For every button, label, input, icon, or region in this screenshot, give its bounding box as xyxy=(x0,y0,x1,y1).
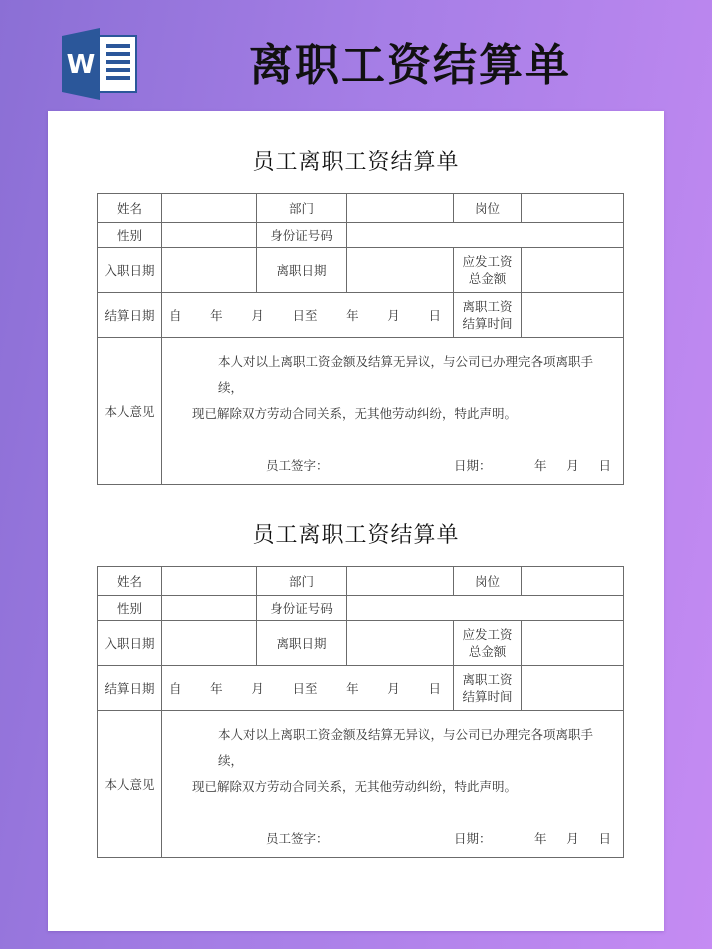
signature-field[interactable]: 员工签字： xyxy=(266,457,329,473)
leave-date-field[interactable] xyxy=(347,248,454,293)
department-field[interactable] xyxy=(347,194,454,223)
label-settle-time xyxy=(454,293,522,338)
label-settle-date: 结算日期 xyxy=(98,666,162,711)
label-settle-time xyxy=(454,666,522,711)
name-field[interactable] xyxy=(162,567,257,596)
period-month: 月 xyxy=(387,680,400,696)
statement xyxy=(192,722,611,800)
statement-line1: 本人对以上离职工资金额及结算无异议，与公司已办理完各项离职手续， xyxy=(218,353,594,395)
word-icon xyxy=(62,28,140,100)
settle-time-field[interactable] xyxy=(522,666,624,711)
statement-line2: 现已解除双方劳动合同关系，无其他劳动纠纷，特此声明。 xyxy=(192,778,518,794)
label-id-number: 身份证号码 xyxy=(257,223,347,248)
form-title: 员工离职工资结算单 xyxy=(252,150,460,175)
sign-day: 日 xyxy=(598,457,611,473)
period-day-to: 日至 xyxy=(292,307,318,323)
label-settle-date: 结算日期 xyxy=(98,293,162,338)
form-title: 员工离职工资结算单 xyxy=(252,523,460,548)
label-gender: 性别 xyxy=(98,596,162,621)
sign-date-label: 日期： xyxy=(454,457,492,473)
gross-pay-field[interactable] xyxy=(522,621,624,666)
period-month: 月 xyxy=(251,680,264,696)
label-opinion: 本人意见 xyxy=(98,338,162,485)
statement-line1: 本人对以上离职工资金额及结算无异议，与公司已办理完各项离职手续， xyxy=(218,726,594,768)
opinion-cell xyxy=(162,338,624,485)
label-leave-date: 离职日期 xyxy=(257,248,347,293)
period-from: 自 xyxy=(169,680,182,696)
label-gross-pay-line2: 总金额 xyxy=(468,271,507,286)
sign-date-label: 日期： xyxy=(454,830,492,846)
settle-period-field[interactable] xyxy=(162,666,454,711)
period-year: 年 xyxy=(346,307,359,323)
svg-text:W: W xyxy=(66,50,96,80)
hire-date-field[interactable] xyxy=(162,248,257,293)
position-field[interactable] xyxy=(522,567,624,596)
label-gross-pay-line2: 总金额 xyxy=(468,644,507,659)
period-month: 月 xyxy=(251,307,264,323)
gender-field[interactable] xyxy=(162,223,257,248)
label-gross-pay xyxy=(454,248,522,293)
label-hire-date: 入职日期 xyxy=(98,248,162,293)
label-settle-time-line2: 结算时间 xyxy=(462,316,513,331)
label-id-number: 身份证号码 xyxy=(257,596,347,621)
period-day: 日 xyxy=(428,680,441,696)
gross-pay-field[interactable] xyxy=(522,248,624,293)
settlement-form xyxy=(97,566,624,858)
sign-month: 月 xyxy=(566,830,579,846)
header-title: 离职工资结算单 xyxy=(249,40,571,91)
department-field[interactable] xyxy=(347,567,454,596)
label-position: 岗位 xyxy=(454,194,522,223)
label-gross-pay-line1: 应发工资 xyxy=(462,254,513,269)
gender-field[interactable] xyxy=(162,596,257,621)
label-gross-pay xyxy=(454,621,522,666)
label-position: 岗位 xyxy=(454,567,522,596)
period-month: 月 xyxy=(387,307,400,323)
settlement-form xyxy=(97,193,624,485)
label-settle-time-line2: 结算时间 xyxy=(462,689,513,704)
period-day: 日 xyxy=(428,307,441,323)
label-name: 姓名 xyxy=(98,567,162,596)
sign-date-field[interactable] xyxy=(534,457,611,474)
id-number-field[interactable] xyxy=(347,596,624,621)
document-page xyxy=(48,111,664,931)
position-field[interactable] xyxy=(522,194,624,223)
label-opinion: 本人意见 xyxy=(98,711,162,858)
sign-month: 月 xyxy=(566,457,579,473)
statement xyxy=(192,349,611,427)
sign-date-field[interactable] xyxy=(534,830,611,847)
label-gender: 性别 xyxy=(98,223,162,248)
opinion-cell xyxy=(162,711,624,858)
label-name: 姓名 xyxy=(98,194,162,223)
period-year: 年 xyxy=(210,680,223,696)
signature-field[interactable]: 员工签字： xyxy=(266,830,329,846)
period-year: 年 xyxy=(210,307,223,323)
label-gross-pay-line1: 应发工资 xyxy=(462,627,513,642)
label-settle-time-line1: 离职工资 xyxy=(462,299,513,314)
hire-date-field[interactable] xyxy=(162,621,257,666)
id-number-field[interactable] xyxy=(347,223,624,248)
settle-period-field[interactable] xyxy=(162,293,454,338)
period-day-to: 日至 xyxy=(292,680,318,696)
label-hire-date: 入职日期 xyxy=(98,621,162,666)
label-leave-date: 离职日期 xyxy=(257,621,347,666)
statement-line2: 现已解除双方劳动合同关系，无其他劳动纠纷，特此声明。 xyxy=(192,405,518,421)
name-field[interactable] xyxy=(162,194,257,223)
leave-date-field[interactable] xyxy=(347,621,454,666)
sign-year: 年 xyxy=(534,830,547,846)
sign-day: 日 xyxy=(598,830,611,846)
sign-year: 年 xyxy=(534,457,547,473)
label-department: 部门 xyxy=(257,567,347,596)
period-year: 年 xyxy=(346,680,359,696)
label-department: 部门 xyxy=(257,194,347,223)
period-from: 自 xyxy=(169,307,182,323)
settle-time-field[interactable] xyxy=(522,293,624,338)
label-settle-time-line1: 离职工资 xyxy=(462,672,513,687)
